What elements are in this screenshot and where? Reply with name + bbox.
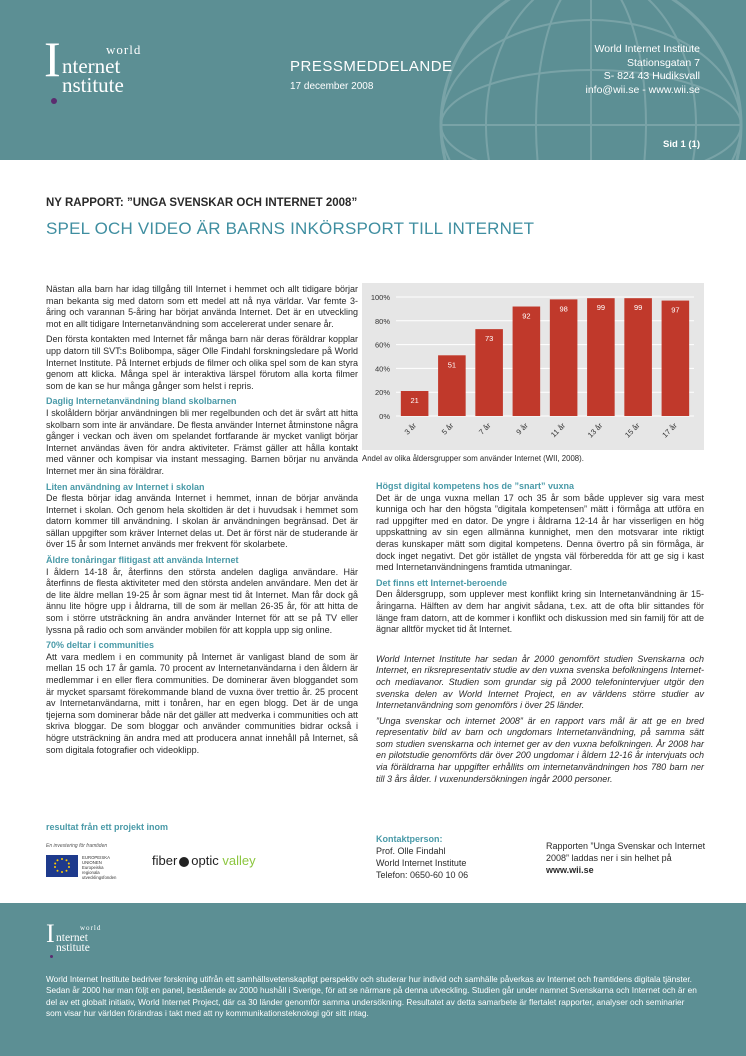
paragraph: Att vara medlem i en community på Internet är vanligast bland de som är mellan 15 och 17 år gamla. 70 procent av Internetanvändarna i den åldern är medlemmar i en eller flera communities. De dominerar även bloggandet som är mycket sparsamt förekommande bland de vuxna över trettio år. 25 procent av Internetanvändarna, mitt i tonåren, har en egen blogg. Det är de unga tjejerna som dominerar både när det gäller att medverka i communities och att skriva bloggar. De som bloggar och använder communities bidrar också i högre utsträckning än andra med att producera annat innehåll på Internet, så som digitala fotografier och videoklipp.	[46, 651, 358, 755]
logo-line-2: nstitute	[62, 73, 124, 97]
data-label: 51	[447, 360, 457, 370]
press-release-label: PRESSMEDDELANDE	[290, 58, 453, 75]
header-band	[0, 0, 746, 160]
x-tick-label: 5 år	[439, 421, 456, 437]
fiber-optic-valley-logo	[152, 853, 256, 868]
x-tick-label: 13 år	[585, 421, 605, 440]
project-label: resultat från ett projekt inom	[46, 822, 169, 832]
section-heading: Äldre tonåringar flitigast att använda Internet	[46, 555, 239, 566]
data-label: 73	[484, 334, 494, 344]
logo-line-2: nstitute	[56, 942, 90, 954]
study-info-paragraph: ”Unga svenskar och internet 2008” är en rapport vars mål är att ge en bred representativ bild av barn och ungdomars Internetanvändning, på samma sätt som studien svenskarna och internet ger av den vuxna befolkningen. År 2008 har en pilotstudie genomförts där över 200 ungdomar i åldern 12-16 år intervjuats och via föräldrarna har uppgifter erhållits om internetanvändningen hos 780 barn ner till 3 års ålder. I vuxenundersökningen ingår 2000 personer.	[376, 715, 704, 784]
partner-logo-part: fiber	[152, 853, 178, 868]
press-date: 17 december 2008	[290, 81, 374, 92]
y-tick-label: 100%	[370, 293, 390, 302]
paragraph: De flesta börjar idag använda Internet i hemmet, innan de börjar använda Internet i skolan. Och genom hela skoltiden är det i huvudsak i hemmet som datorn kommer till användning. I skolan är användningen begränsad. Det är sällan uppgifter som kräver Internet delas ut. Det är först när de studerande är över 15 år som Internet används mer frekvent för skolarbete.	[46, 493, 358, 550]
section-heading: Daglig Internetanvändning bland skolbarnen	[46, 396, 237, 407]
contact-line: Telefon: 0650-60 10 06	[376, 870, 469, 880]
eu-note: En investering för framtiden	[46, 843, 108, 849]
logo-small-text: world	[80, 924, 102, 932]
about-text: World Internet Institute bedriver forskning utifrån ett samhällsvetenskapligt perspektiv och studerar hur individ och samhälle påverkas av Internet och framtidens digitala tjänster. Sedan år 2000 har man följt en panel, bestående av 2000 hushåll i Sverige, för att se närmare på denna utveckling. Studien går under namnet Svenskarna och Internet och är en del av ett globalt initiativ, World Internet Project, där ca 30 länder genomför samma undersökning. Resultatet av detta samarbete är flertalet rapporter, analyser och seminarier som visar hur världen förändras i takt med att ny kommunikationsteknologi gör sitt intag.	[46, 974, 697, 1018]
right-column	[376, 480, 704, 789]
section-heading: Högst digital kompetens hos de ”snart” vuxna	[376, 481, 575, 491]
y-tick-label: 60%	[374, 340, 390, 350]
y-tick-label: 80%	[374, 316, 390, 326]
address-block	[585, 43, 700, 97]
logo-initial: I	[44, 31, 61, 87]
paragraph: Den åldersgrupp, som upplever mest konflikt kring sin Internetanvändning är 15-åringarna. Hälften av dem har angivit sådana, t.ex. att de ofta blir sittandes för länge fram datorn, att de kommer i konflikt och diskussion med sin familj för att de ägnar alltför mycket tid åt Internet.	[376, 589, 704, 635]
bar	[624, 298, 652, 416]
y-tick-label: 20%	[374, 388, 390, 398]
page-number: Sid 1 (1)	[663, 139, 700, 150]
eu-text-line: regionala	[82, 870, 100, 875]
report-link[interactable]: www.wii.se	[546, 865, 594, 875]
bar	[550, 299, 578, 416]
partner-logo-part: optic	[191, 853, 219, 868]
x-tick-label: 9 år	[514, 421, 530, 437]
data-label: 99	[633, 303, 643, 313]
report-download-note	[546, 840, 716, 876]
eu-text	[82, 855, 116, 880]
logo-initial: I	[46, 919, 55, 948]
paragraph: Den första kontakten med Internet får många barn när deras föräldrar kopplar upp datorn till SVT:s Bolibompa, säger Olle Findahl forskningsledare på World Internet Institute. På Internet erbjuds de filmer och olika spel som de kan styra genom att klicka. Många spel är interaktiva lärspel förutom alla korta filmer som de kan se hur många gånger som helst i repris.	[46, 334, 358, 391]
x-tick-label: 17 år	[660, 421, 679, 440]
x-tick-label: 3 år	[402, 421, 419, 437]
eu-flag-icon	[46, 855, 78, 877]
data-label: 21	[410, 396, 419, 406]
address-line: Stationsgatan 7	[627, 56, 700, 69]
bar	[587, 298, 615, 416]
x-tick-label: 15 år	[623, 421, 642, 440]
report-text: Rapporten ”Unga Svenskar och Internet 2008” laddas ner i sin helhet på	[546, 841, 706, 863]
contact-block	[376, 833, 468, 881]
paragraph: Nästan alla barn har idag tillgång till Internet i hemmet och allt tidigare börjar man bekanta sig med datorn som ett medel att nå nya världar. Var femte 3-åring och varannan 5-åring har börjat använda Internet. Det är en utveckling mot en allt tidigare Internetanvändning som accelererat under senare år.	[46, 284, 358, 329]
logo-line-1: nternet	[56, 932, 88, 944]
paragraph: Det är de unga vuxna mellan 17 och 35 år som både upplever sig vara mest kunniga och har den högsta ”digitala kompetensen” mätt i förmåga att utföra en rad uppgifter med en dator. De yngre i åldrarna 12-14 år har visserligen en hög uppskattning av sin egen allmänna kunnighet, men den motsvarar inte riktigt deras kunskaper mätt som digital kompetens. Denna övertro på sin förmåga, är dock inget negativt. Det gör istället de yngsta väl förberedda för att ge sig i kast med Internetanvändningens framtida utmaningar.	[376, 492, 704, 573]
chart-panel	[362, 283, 704, 450]
section-heading: Det finns ett Internet-beroende	[376, 577, 508, 588]
eu-text-line: Europeiska	[82, 865, 104, 870]
paragraph: I skolåldern börjar användningen bli mer regelbunden och det är svårt att hitta skolbarn som inte är användare. De flesta använder Internet åtminstone några gånger i veckan och även om spelandet fortfarande är mycket vanligt börjar Internet användas även för andra aktiviteter. Främst gäller att hålla kontakt med vänner och kompisar via instant messaging. Barnen börjar nu använda Internet mer än sina föräldrar.	[46, 407, 358, 476]
partner-logo-part: valley	[222, 853, 256, 868]
left-column	[46, 284, 358, 760]
address-line: World Internet Institute	[594, 43, 700, 55]
data-label: 98	[559, 304, 568, 314]
bar	[513, 307, 541, 416]
x-tick-label: 11 år	[548, 421, 568, 440]
section-heading: Liten användning av Internet i skolan	[46, 481, 205, 492]
data-label: 97	[671, 305, 680, 315]
logo-small-text: world	[106, 42, 142, 57]
optic-circle-icon	[179, 857, 189, 867]
main-headline: SPEL OCH VIDEO ÄR BARNS INKÖRSPORT TILL INTERNET	[46, 219, 535, 238]
report-title: NY RAPPORT: ”UNGA SVENSKAR OCH INTERNET 2008”	[46, 197, 358, 209]
data-label: 99	[596, 303, 606, 313]
x-tick-label: 7 år	[477, 421, 493, 437]
eu-text-line: EUROPEISKA	[82, 855, 110, 860]
eu-text-line: utvecklingsfonden	[82, 875, 117, 880]
contact-line: Prof. Olle Findahl	[376, 846, 446, 856]
y-tick-label: 0%	[379, 412, 390, 421]
y-tick-label: 40%	[374, 364, 390, 374]
contact-heading: Kontaktperson:	[376, 834, 443, 844]
address-contact-link[interactable]: info@wii.se - www.wii.se	[585, 83, 700, 96]
logo-dot	[50, 955, 53, 958]
age-usage-bar-chart	[362, 283, 704, 450]
contact-line: World Internet Institute	[376, 858, 467, 868]
chart-caption: Andel av olika åldersgrupper som använder Internet (WII, 2008).	[362, 454, 584, 463]
bar	[662, 301, 690, 416]
data-label: 92	[522, 311, 531, 321]
paragraph: I åldern 14-18 år, återfinns den största andelen dagliga användare. Här återfinns de flesta aktiviteter med den största andelen användare. Men det är de lite äldre mellan 19-25 år som ägnar mest tid åt Internet. Man får dock gå ännu lite högre upp i åldrarna, till de som är mellan 26-35 år, för att hitta de som i större utsträckning än andra använder Internet för att se på TV eller lyssna på radio och som använder mobilen för att koppla upp sig online.	[46, 566, 358, 635]
eu-text-line: UNIONEN	[82, 860, 102, 865]
study-info-paragraph: World Internet Institute har sedan år 2000 genomfört studien Svenskarna och Internet, en riksrepresentativ studie av den vuxna svenska befolkningens Internet- och mediavanor. Studien som grundar sig på 2000 telefonintervjuer utgör den svenska delen av World Internet Project, en av världens större studier av Internetanvändning som genomförs i över 25 länder.	[376, 653, 704, 711]
section-heading: 70% deltar i communities	[46, 640, 155, 651]
logo-dot	[51, 98, 57, 104]
address-line: S- 824 43 Hudiksvall	[603, 70, 700, 82]
logo-line-1: nternet	[62, 54, 121, 78]
